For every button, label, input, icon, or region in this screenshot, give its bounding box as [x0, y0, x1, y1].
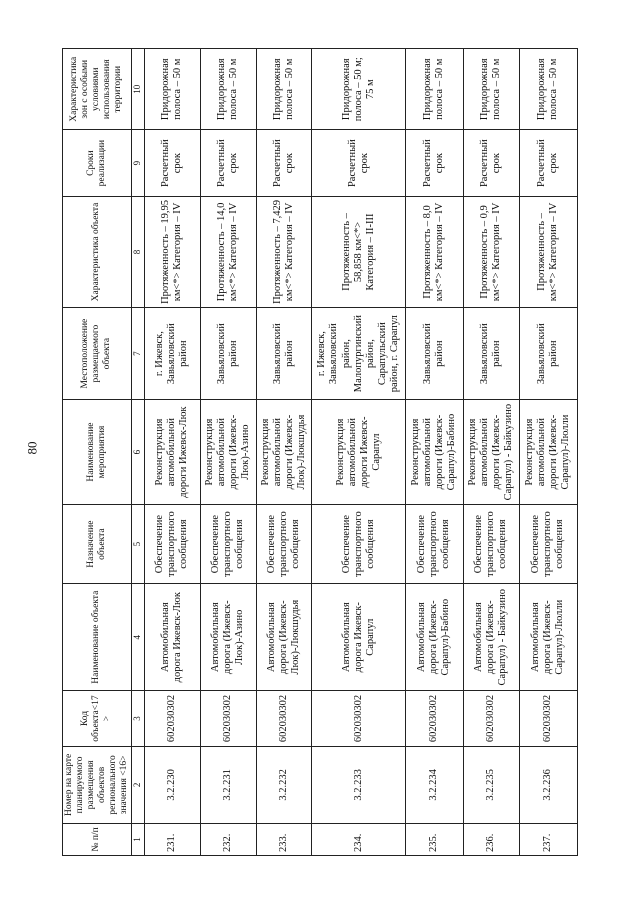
table-cell: Расчетный срок	[405, 130, 463, 196]
header-cell: Код объекта<17>	[63, 691, 132, 747]
table-cell: 3.2.234	[405, 746, 463, 823]
table-cell: Протяженность – 7,429 км<*> Категория – IV	[256, 196, 312, 307]
column-number-row	[131, 49, 144, 856]
column-number: 3	[131, 691, 144, 747]
table-cell: Завьяловский район	[519, 308, 577, 400]
table-cell: Завьяловский район	[200, 308, 256, 400]
table-cell: 602030302	[405, 691, 463, 747]
table-cell: Завьяловский район	[405, 308, 463, 400]
table-cell: г. Ижевск, Завьяловский район, Малопургинский район, Сарапульский район, г. Сарапул	[312, 308, 405, 400]
table-cell: 3.2.233	[312, 746, 405, 823]
table-cell: Обеспечение транспортного сообщения	[256, 505, 312, 584]
table-cell: Протяженность – 8,0 км<*> Категория – IV	[405, 196, 463, 307]
table-cell: 602030302	[200, 691, 256, 747]
header-cell: № п/п	[63, 823, 132, 855]
table-row	[200, 49, 256, 856]
page-number: 80	[24, 441, 40, 455]
table-row	[256, 49, 312, 856]
table-cell: Обеспечение транспортного сообщения	[144, 505, 200, 584]
table-cell: Расчетный срок	[463, 130, 519, 196]
table-cell: Протяженность – км<*> Категория – IV	[519, 196, 577, 307]
table-cell: Расчетный срок	[144, 130, 200, 196]
table-row	[312, 49, 405, 856]
table-cell: Автомобильная дорога (Ижевск-Сарапул)-Бабино	[405, 584, 463, 691]
table-cell: Придорожная полоса – 50 м	[200, 49, 256, 130]
table-cell: 3.2.231	[200, 746, 256, 823]
table-cell: Расчетный срок	[256, 130, 312, 196]
header-cell: Сроки реализации	[63, 130, 132, 196]
table-cell: Протяженность – 0,9 км<*> Категория – IV	[463, 196, 519, 307]
table-cell: Реконструкция автомобильной дороги Ижевск-Сарапул	[312, 400, 405, 505]
column-number: 8	[131, 196, 144, 307]
table-cell: г. Ижевск, Завьяловский район	[144, 308, 200, 400]
column-number: 4	[131, 584, 144, 691]
table-cell: 236.	[463, 823, 519, 855]
table-cell: Реконструкция автомобильной дороги (Ижевск-Люк)-Люкшудья	[256, 400, 312, 505]
table-cell: 235.	[405, 823, 463, 855]
table-cell: Придорожная полоса – 50 м	[519, 49, 577, 130]
header-cell: Характеристика объекта	[63, 196, 132, 307]
table-cell: Протяженность – 14,0 км<*> Категория – IV	[200, 196, 256, 307]
table-cell: Придорожная полоса – 50 м; 75 м	[312, 49, 405, 130]
objects-table	[62, 48, 578, 856]
table-cell: Реконструкция автомобильной дороги Ижевск-Люк	[144, 400, 200, 505]
table-cell: Автомобильная дорога (Ижевск-Сарапул) - Байкузино	[463, 584, 519, 691]
table-cell: Придорожная полоса – 50 м	[144, 49, 200, 130]
table-cell: 232.	[200, 823, 256, 855]
table-cell: 602030302	[256, 691, 312, 747]
column-number: 5	[131, 505, 144, 584]
table-row	[144, 49, 200, 856]
table-cell: Расчетный срок	[312, 130, 405, 196]
table-cell: Расчетный срок	[200, 130, 256, 196]
table-cell: Обеспечение транспортного сообщения	[405, 505, 463, 584]
header-cell: Наименование объекта	[63, 584, 132, 691]
table-cell: Обеспечение транспортного сообщения	[312, 505, 405, 584]
table-cell: Реконструкция автомобильной дороги (Ижевск-Сарапул) - Байкузино	[463, 400, 519, 505]
table-cell: Протяженность – 58,858 км<*> Категория – II-III	[312, 196, 405, 307]
header-cell: Характеристика зон с особыми условиями использования территории	[63, 49, 132, 130]
table-cell: Обеспечение транспортного сообщения	[200, 505, 256, 584]
table-cell: 602030302	[312, 691, 405, 747]
rotated-table-wrapper	[62, 48, 578, 856]
table-cell: 602030302	[144, 691, 200, 747]
table-cell: Расчетный срок	[519, 130, 577, 196]
header-cell: Назначение объекта	[63, 505, 132, 584]
table-cell: Завьяловский район	[256, 308, 312, 400]
table-cell: Придорожная полоса – 50 м	[256, 49, 312, 130]
table-cell: 602030302	[519, 691, 577, 747]
header-cell: Местоположение размещаемого объекта	[63, 308, 132, 400]
column-number: 9	[131, 130, 144, 196]
table-cell: 3.2.236	[519, 746, 577, 823]
table-cell: 602030302	[463, 691, 519, 747]
table-row	[463, 49, 519, 856]
table-cell: Автомобильная дорога (Ижевск-Люк)-Азино	[200, 584, 256, 691]
table-cell: 3.2.235	[463, 746, 519, 823]
table-cell: Реконструкция автомобильной дороги (Ижевск-Люк)-Азино	[200, 400, 256, 505]
table-cell: 231.	[144, 823, 200, 855]
table-cell: Протяженность – 19,95 км<*> Категория – IV	[144, 196, 200, 307]
table-cell: 3.2.230	[144, 746, 200, 823]
table-cell: 233.	[256, 823, 312, 855]
table-cell: Придорожная полоса – 50 м	[463, 49, 519, 130]
table-cell: 3.2.232	[256, 746, 312, 823]
table-cell: Придорожная полоса – 50 м	[405, 49, 463, 130]
table-row	[405, 49, 463, 856]
table-cell: Реконструкция автомобильной дороги (Ижевск-Сарапул)-Бабино	[405, 400, 463, 505]
column-number: 2	[131, 746, 144, 823]
header-cell: Номер на карте планируемого размещения объектов регионального значения <16>	[63, 746, 132, 823]
column-number: 1	[131, 823, 144, 855]
table-cell: Автомобильная дорога (Ижевск-Люк)-Люкшудья	[256, 584, 312, 691]
table-cell: 237.	[519, 823, 577, 855]
column-number: 10	[131, 49, 144, 130]
table-cell: 234.	[312, 823, 405, 855]
table-cell: Реконструкция автомобильной дороги (Ижевск-Сарапул)-Люлли	[519, 400, 577, 505]
table-cell: Автомобильная дорога Ижевск-Люк	[144, 584, 200, 691]
table-row	[519, 49, 577, 856]
column-number: 6	[131, 400, 144, 505]
table-cell: Автомобильная дорога (Ижевск-Сарапул)-Люлли	[519, 584, 577, 691]
header-cell: Наименование мероприятия	[63, 400, 132, 505]
table-cell: Завьяловский район	[463, 308, 519, 400]
table-header-row	[63, 49, 132, 856]
column-number: 7	[131, 308, 144, 400]
table-cell: Обеспечение транспортного сообщения	[519, 505, 577, 584]
table-cell: Автомобильная дорога Ижевск-Сарапул	[312, 584, 405, 691]
table-cell: Обеспечение транспортного сообщения	[463, 505, 519, 584]
